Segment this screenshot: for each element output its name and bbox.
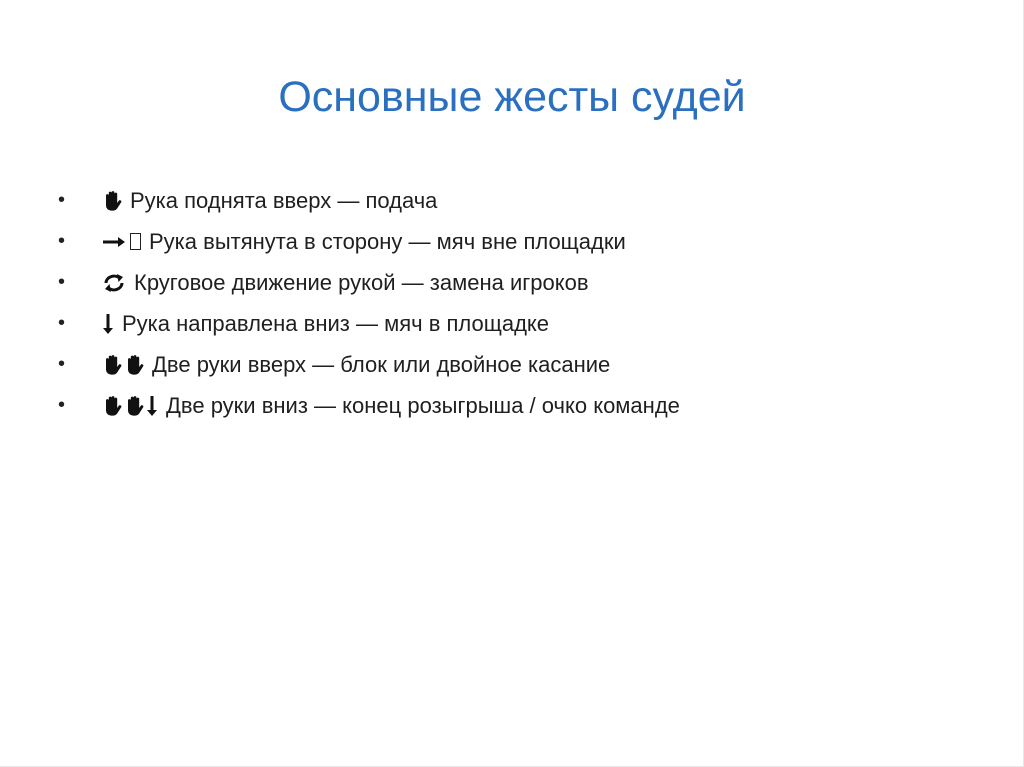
raised-hand-icon (102, 395, 122, 417)
bullet-item-1 (58, 180, 680, 221)
bullet-dot: • (58, 271, 66, 293)
gesture-icons (102, 354, 144, 376)
raised-hand-icon (124, 395, 144, 417)
bullet-dot: • (58, 353, 66, 375)
down-arrow-icon (102, 313, 114, 335)
missing-glyph-box-icon (130, 233, 141, 250)
bullet-text: Две руки вниз — конец розыгрыша / очко команде (166, 392, 680, 418)
bullet-dot: • (58, 394, 66, 416)
raised-hand-icon (124, 354, 144, 376)
down-arrow-icon (146, 395, 158, 417)
right-arrow-icon (102, 235, 126, 249)
bullet-dot: • (58, 312, 66, 334)
bullet-text: Круговое движение рукой — замена игроков (134, 269, 589, 295)
cycle-arrows-icon (102, 272, 126, 294)
bullet-text: Рука вытянута в сторону — мяч вне площадки (149, 228, 626, 254)
gesture-icons (102, 272, 126, 294)
bullet-text: Рука поднята вверх — подача (130, 187, 438, 213)
slide-title: Основные жесты судей (278, 73, 746, 121)
bullet-list (58, 180, 680, 426)
bullet-text: Рука направлена вниз — мяч в площадке (122, 310, 550, 336)
gesture-icons (102, 233, 141, 250)
raised-hand-icon (102, 354, 122, 376)
bullet-item-3 (58, 262, 680, 303)
raised-hand-icon (102, 190, 122, 212)
gesture-icons (102, 313, 114, 335)
bullet-item-2 (58, 221, 680, 262)
bullet-dot: • (58, 230, 66, 252)
bullet-item-4 (58, 303, 680, 344)
bullet-item-6 (58, 385, 680, 426)
bullet-text: Две руки вверх — блок или двойное касание (152, 351, 611, 377)
bullet-item-5 (58, 344, 680, 385)
gesture-icons (102, 395, 158, 417)
bullet-dot: • (58, 189, 66, 211)
gesture-icons (102, 190, 122, 212)
